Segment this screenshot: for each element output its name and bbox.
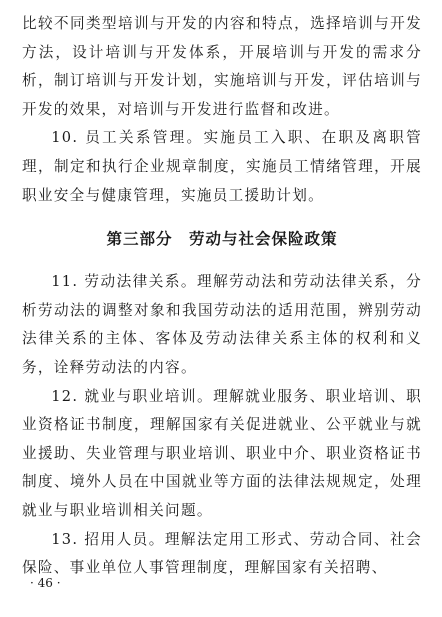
paragraph-employee-relations: 10. 员工关系管理。实施员工入职、在职及离职管理，制定和执行企业规章制度，实施员工情绪管理，开展职业安全与健康管理，实施员工援助计划。 (22, 129, 422, 204)
section-heading: 第三部分 劳动与社会保险政策 (106, 230, 338, 249)
page-content (22, 10, 422, 583)
page-number: · 46 · (30, 576, 61, 590)
paragraph-training-continuation: 比较不同类型培训与开发的内容和特点，选择培训与开发方法，设计培训与开发体系，开展培训与开发的需求分析，制订培训与开发计划，实施培训与开发，评估培训与开发的效果，对培训与开发进行监督和改进。 (22, 15, 422, 118)
paragraph-labor-law-relations: 11. 劳动法律关系。理解劳动法和劳动法律关系，分析劳动法的调整对象和我国劳动法的适用范围，辨别劳动法律关系的主体、客体及劳动法律关系主体的权利和义务，诠释劳动法的内容。 (22, 273, 422, 376)
paragraph-recruitment: 13. 招用人员。理解法定用工形式、劳动合同、社会保险、事业单位人事管理制度，理解国家有关招聘、 (22, 530, 422, 577)
paragraph-employment-training: 12. 就业与职业培训。理解就业服务、职业培训、职业资格证书制度，理解国家有关促进就业、公平就业与就业援助、失业管理与职业培训、职业中介、职业资格证书制度、境外人员在中国就业等方面的法律法规规定，处理就业与职业培训相关问题。 (22, 387, 422, 519)
